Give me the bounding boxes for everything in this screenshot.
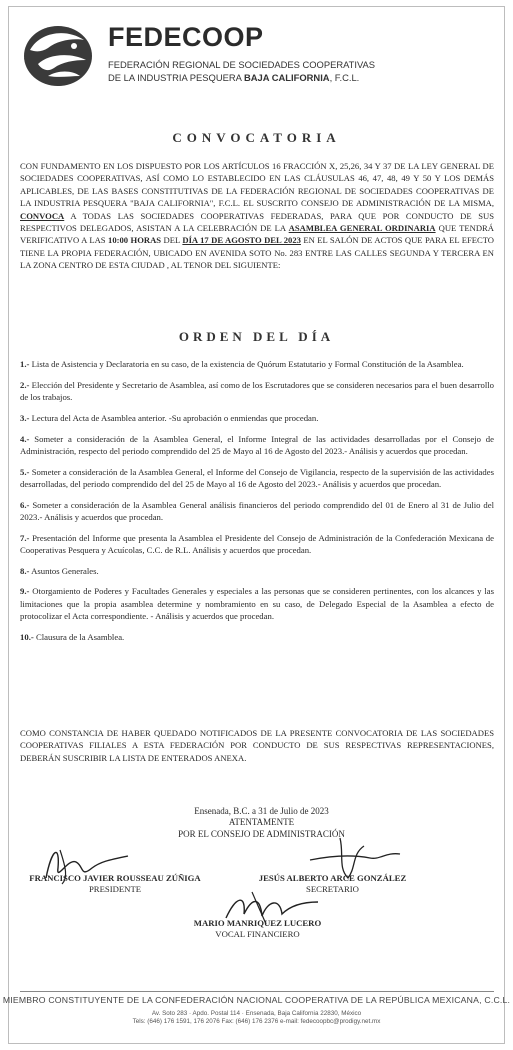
atentamente-label: ATENTAMENTE	[228, 817, 295, 828]
fecha-text: DÍA 17 DE AGOSTO DEL 2023	[182, 235, 301, 246]
agenda-item-text: Lista de Asistencia y Declaratoria en su caso, de la existencia de Quórum Estatutario y Formal Constitución de la Asamblea.	[29, 359, 464, 369]
agenda-item	[20, 532, 494, 556]
agenda-item-text: Someter a consideración de la Asamblea General, el Informe Integral de las actividades desarrolladas por el Consejo de Administración, respecto del periodo comprendido del 25 de Mayo al 16 de Agosto del 2023.- Análisis y acuerdos que procedan.	[20, 433, 494, 456]
agenda-item-number: 10.-	[20, 631, 34, 642]
document-title: CONVOCATORIA	[172, 130, 341, 145]
agenda-list	[20, 358, 494, 651]
agenda-item-text: Someter a consideración de la Asamblea General, el Informe del Consejo de Vigilancia, respecto de la supervisión de las actividades desarrolladas, del periodo comprendido del del 25 de Mayo al 16 de Agosto del 2023.- Análisis y acuerdos que procedan.	[20, 466, 494, 489]
agenda-item-number: 7.-	[20, 532, 30, 543]
org-subtitle-line2	[108, 72, 359, 83]
intro-text-1: CON FUNDAMENTO EN LOS DISPUESTO POR LOS ARTÍCULOS 16 FRACCIÓN X, 25,26, 34 Y 37 DE LA LEY GENERAL DE SOCIEDADES COOPERATIVAS, ASÍ COMO LO ESTABLECIDO EN LAS CLÁUSULAS 46, 47, 48, 49 Y 50 Y LOS DEMÁS APLICABLES, DE LAS BASES CONSTITUTIVAS DE LA FEDERACIÓN REGIONAL DE SOCIEDADES COOPERATIVAS DE LA INDUSTRIA PESQUERA "BAJA CALIFORNIA", F.C.L. EL SUSCRITO CONSEJO DE ADMINISTRACIÓN DE LA MISMA,	[20, 161, 494, 209]
agenda-item-number: 5.-	[20, 466, 30, 477]
agenda-item-number: 1.-	[20, 359, 30, 369]
signatory-role: SECRETARIO	[306, 884, 359, 894]
intro-text-4: DEL	[161, 235, 183, 246]
agenda-item	[20, 565, 494, 577]
signatory-secretary	[245, 873, 420, 895]
place-date: Ensenada, B.C. a 31 de Julio de 2023	[194, 806, 329, 816]
letterhead	[18, 18, 488, 90]
org-subtitle-line1: FEDERACIÓN REGIONAL DE SOCIEDADES COOPERATIVAS	[108, 59, 376, 70]
agenda-item-text: Lectura del Acta de Asamblea anterior. -Su aprobación o enmiendas que procedan.	[29, 412, 319, 423]
org-name: FEDECOOP	[108, 22, 264, 52]
convoca-text: CONVOCA	[20, 210, 65, 221]
intro-text-5: EN EL SALÓN DE ACTOS QUE PARA EL EFECTO TIENE LA PROPIA FEDERACIÓN, UBICADO EN AVENIDA SOTO No. 283 ENTRE LAS CALLES SEGUNDA Y TERCERA EN LA ZONA CENTRO DE ESTA CIUDAD , AL TENOR DEL SIGUIENTE:	[20, 235, 495, 271]
agenda-item-text: Elección del Presidente y Secretario de Asamblea, así como de los Escrutadores que se consideren necesarios para el buen desarrollo de los trabajos.	[20, 379, 494, 402]
org-subtitle-pre: DE LA INDUSTRIA PESQUERA	[108, 72, 244, 83]
agenda-item-text: Clausura de la Asamblea.	[33, 631, 125, 642]
agenda-item-number: 3.-	[20, 412, 30, 423]
agenda-item-number: 8.-	[20, 565, 30, 576]
agenda-item	[20, 631, 494, 643]
footer-address-block	[0, 1010, 513, 1027]
signatory-treasurer	[175, 918, 340, 940]
agenda-item	[20, 412, 494, 424]
agenda-item	[20, 585, 494, 622]
agenda-item-text: Someter a consideración de la Asamblea General análisis financieros del periodo comprendido del 01 de Enero al 31 de Julio del 2023.- Análisis y acuerdos que procedan.	[20, 499, 494, 522]
agenda-item-number: 2.-	[20, 379, 30, 390]
agenda-item	[20, 358, 494, 370]
signatory-name: FRANCISCO JAVIER ROUSSEAU ZÚÑIGA	[29, 873, 201, 883]
signatory-name: JESÚS ALBERTO ARCE GONZÁLEZ	[258, 873, 407, 883]
org-subtitle-bold: BAJA CALIFORNIA	[243, 72, 330, 83]
footer-contact: Tels: (646) 176 1591, 176 2076 Fax: (646) 176 2376 e-mail: fedecoopbc@prodigy.net.mx	[132, 1018, 381, 1026]
signatory-name: MARIO MANRIQUEZ LUCERO	[193, 918, 322, 928]
signatory-role: VOCAL FINANCIERO	[215, 929, 300, 939]
intro-text-3: QUE TENDRÁ VERIFICATIVO A LAS	[20, 223, 494, 246]
agenda-item-number: 9.-	[20, 586, 30, 597]
por-el-consejo-label: POR EL CONSEJO DE ADMINISTRACIÓN	[178, 828, 345, 839]
agenda-item-text: Asuntos Generales.	[29, 565, 99, 576]
agenda-item-text: Presentación del Informe que presenta la Asamblea el Presidente del Consejo de Administración de la Confederación Mexicana de Cooperativas Pesquera y Acuícolas, C.C. de R.L. Análisis y acuerdos que procedan.	[20, 532, 494, 555]
fedecoop-logo-icon	[18, 18, 102, 90]
agenda-item	[20, 499, 494, 523]
asamblea-text: ASAMBLEA GENERAL ORDINARIA	[288, 223, 436, 234]
closing-paragraph: COMO CONSTANCIA DE HABER QUEDADO NOTIFICADOS DE LA PRESENTE CONVOCATORIA DE LAS SOCIEDADES COOPERATIVAS FILIALES A ESTA FEDERACIÓN POR CONDUCTO DE SUS RESPECTIVAS REPRESENTACIONES, DEBERÁN SUSCRIBIR LA LISTA DE ENTERADOS ANEXA.	[20, 728, 494, 763]
intro-paragraph	[20, 160, 494, 272]
signature-block-header	[0, 806, 513, 840]
agenda-item-number: 6.-	[20, 499, 30, 510]
agenda-item	[20, 466, 494, 490]
org-subtitle-post: , F.C.L.	[329, 72, 360, 83]
signatory-role: PRESIDENTE	[88, 884, 142, 894]
intro-text-2: A TODAS LAS SOCIEDADES COOPERATIVAS FEDERADAS, PARA QUE POR CONDUCTO DE SUS RESPECTIVOS DELEGADOS, ASISTAN A LA CELEBRACIÓN DE LA	[20, 210, 494, 234]
agenda-item-number: 4.-	[20, 433, 30, 444]
signatory-president	[20, 873, 210, 895]
footer-divider	[20, 991, 494, 992]
footer-address: Av. Soto 283 · Apdo. Postal 114 · Ensenada, Baja California 22830, México	[151, 1010, 362, 1017]
footer-membership: MIEMBRO CONSTITUYENTE DE LA CONFEDERACIÓN NACIONAL COOPERATIVA DE LA REPÚBLICA MEXICANA, C.C.L.	[2, 995, 511, 1005]
agenda-title: ORDEN DEL DÍA	[178, 329, 335, 344]
agenda-item	[20, 433, 494, 457]
agenda-item-text: Otorgamiento de Poderes y Facultades Generales y especiales a las personas que se consideren pertinentes, con los alcances y las limitaciones que la propia asamblea determine y nombramiento en su caso, de Delegado Especial de la Asamblea a efecto de protocolizar el Acta correspondiente. - Análisis y acuerdos que procedan.	[20, 586, 494, 621]
agenda-item	[20, 379, 494, 403]
hora-text: 10:00 HORAS	[108, 235, 162, 246]
